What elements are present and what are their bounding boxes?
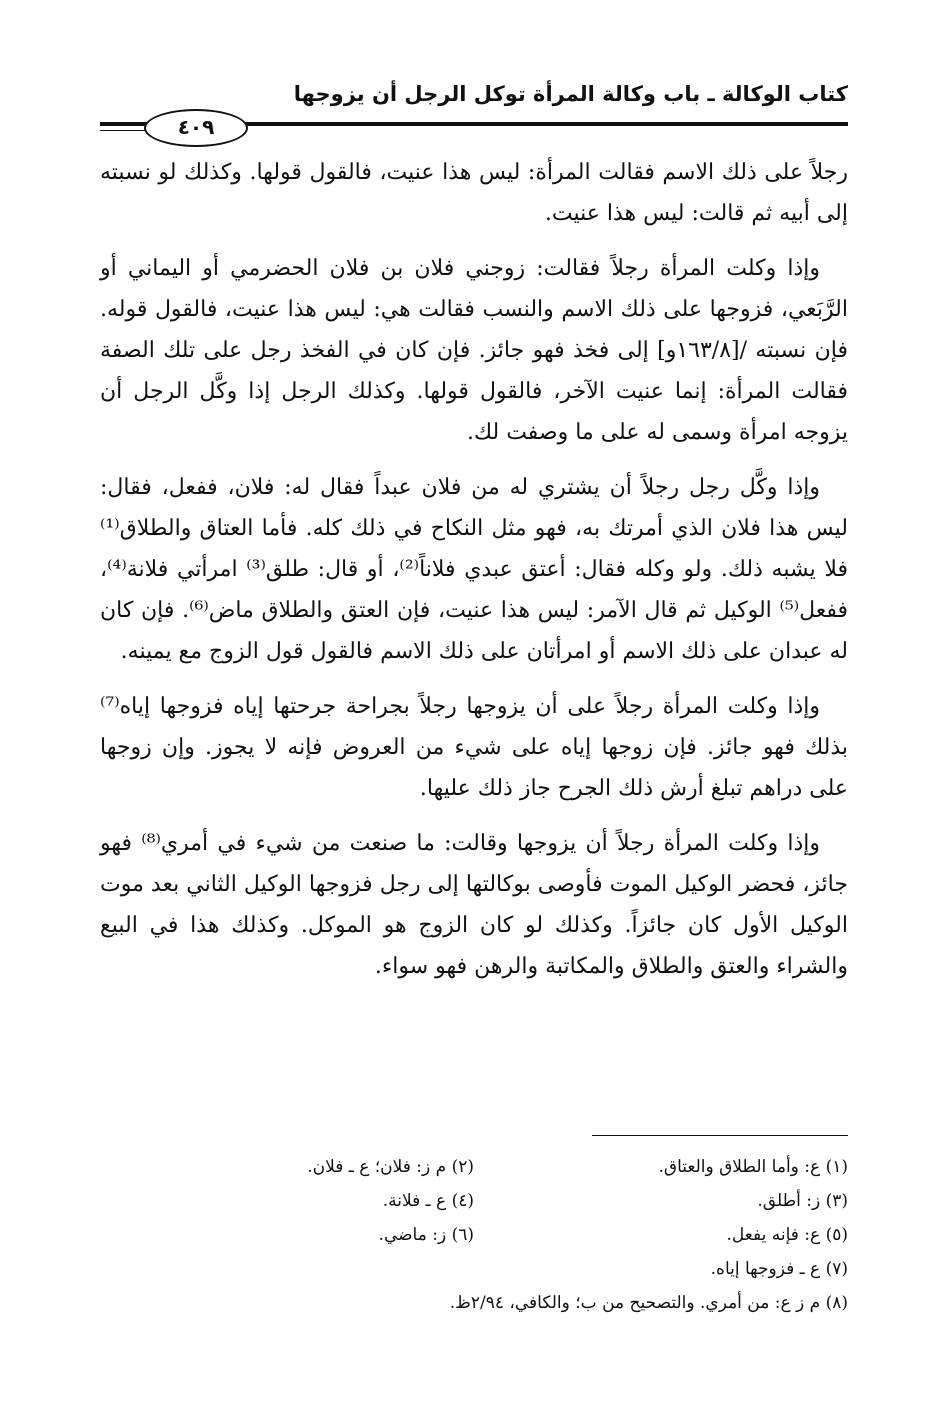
footnote-row (100, 1150, 848, 1184)
page-number: ٤٠٩ (144, 109, 248, 147)
main-text (100, 152, 848, 1001)
footnote-6: (٦) ز: ماضي. (378, 1225, 474, 1245)
footnote-3: (٣) ز: أطلق. (757, 1191, 848, 1211)
footnote-1: (١) ع: وأما الطلاق والعتاق. (658, 1157, 848, 1177)
footnote-8: (٨) م ز ع: من أمري. والتصحيح من ب؛ والكافي، ٢/٩٤ظ. (449, 1293, 848, 1313)
footnote-7: (٧) ع ـ فزوجها إياه. (710, 1259, 848, 1279)
footnote-separator (592, 1135, 848, 1136)
running-title: كتاب الوكالة ـ باب وكالة المرأة توكل الرجل أن يزوجها (293, 82, 848, 106)
footnote-row (100, 1184, 848, 1218)
paragraph: وإذا وكلت المرأة رجلاً على أن يزوجها رجلاً بجراحة جرحتها إياه فزوجها إياه⁽⁷⁾ بذلك فهو جائز. فإن زوجها إياه على شيء من العروض فإنه لا يجوز. وإن زوجها على دراهم تبلغ أرش ذلك الجرح جاز ذلك عليها. (100, 694, 848, 801)
footnote-5: (٥) ع: فإنه يفعل. (726, 1225, 848, 1245)
page-header (100, 78, 848, 138)
footnotes (100, 1150, 848, 1320)
footnote-2: (٢) م ز: فلان؛ ع ـ فلان. (307, 1157, 474, 1177)
paragraph: رجلاً على ذلك الاسم فقالت المرأة: ليس هذا عنيت، فالقول قولها. وكذلك لو نسبته إلى أبيه ثم قالت: ليس هذا عنيت. (100, 160, 848, 226)
paragraph: وإذا وكلت المرأة رجلاً فقالت: زوجني فلان بن فلان الحضرمي أو اليماني أو الرَّبَعي، فزوجها على ذلك الاسم والنسب فقالت هي: ليس هذا عنيت، فالقول قوله. فإن نسبته /[١٦٣/٨و] إلى فخذ فهو جائز. فإن كان في الفخذ رجل على تلك الصفة فقالت المرأة: إنما عنيت الآخر، فالقول قولها. وكذلك الرجل إذا وكَّل الرجل أن يزوجه امرأة وسمى له على ما وصفت لك. (100, 256, 848, 445)
footnote-row (100, 1218, 848, 1252)
footnote-4: (٤) ع ـ فلانة. (382, 1191, 474, 1211)
paragraph: وإذا وكلت المرأة رجلاً أن يزوجها وقالت: ما صنعت من شيء في أمري⁽⁸⁾ فهو جائز، فحضر الوكيل الموت فأوصى بوكالتها إلى رجل فزوجها الوكيل الثاني بعد موت الوكيل الأول كان جائزاً. وكذلك لو كان الزوج هو الموكل. وكذلك هذا في البيع والشراء والعتق والطلاق والمكاتبة والرهن فهو سواء. (100, 831, 848, 979)
paragraph: وإذا وكَّل رجل رجلاً أن يشتري له من فلان عبداً فقال له: فلان، ففعل، فقال: ليس هذا فلان الذي أمرتك به، فهو مثل النكاح في ذلك كله. فأما العتاق والطلاق⁽¹⁾ فلا يشبه ذلك. ولو وكله فقال: أعتق عبدي فلاناً⁽²⁾، أو قال: طلق⁽³⁾ امرأتي فلانة⁽⁴⁾، ففعل⁽⁵⁾ الوكيل ثم قال الآمر: ليس هذا عنيت، فإن العتق والطلاق ماض⁽⁶⁾. فإن كان له عبدان على ذلك الاسم أو امرأتان على ذلك الاسم فالقول قول الزوج مع يمينه. (100, 475, 849, 664)
